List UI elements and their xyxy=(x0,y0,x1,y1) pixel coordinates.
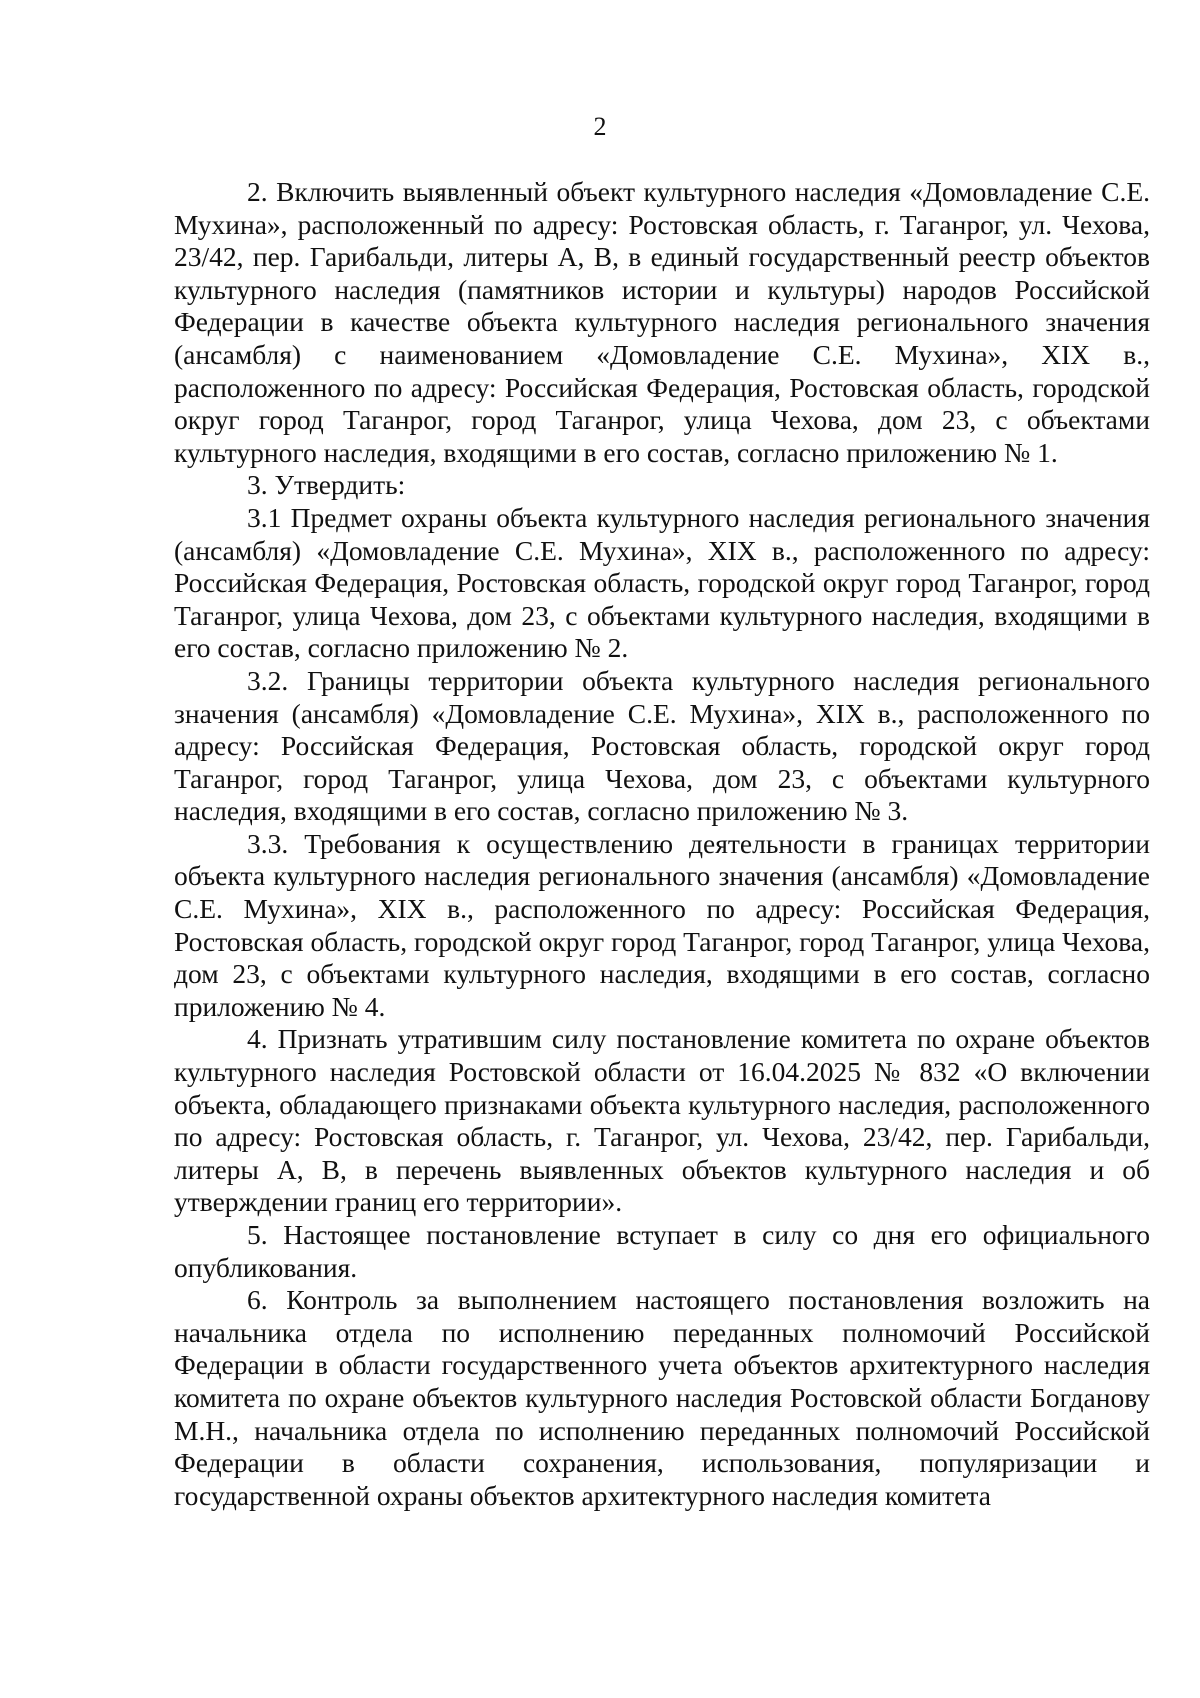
paragraph-item-5: 5. Настоящее постановление вступает в силу со дня его официального опубликования. xyxy=(174,1219,1150,1283)
paragraph-item-3-2: 3.2. Границы территории объекта культурного наследия регионального значения (ансамбля) «Домовладение С.Е. Мухина», XIX в., расположенного по адресу: Российская Федерация, Ростовская область, городской округ город Таганрог, город Таганрог, улица Чехова, дом 23, с объектами культурного наследия, входящими в его состав, согласно приложению № 3. xyxy=(174,664,1150,827)
page-number: 2 xyxy=(593,112,607,141)
paragraph-item-3: 3. Утвердить: xyxy=(247,469,406,501)
paragraph-item-6: 6. Контроль за выполнением настоящего постановления возложить на начальника отдела по исполнению переданных полномочий Российской Федерации в области государственного учета объектов архитектурного наследия комитета по охране объектов культурного наследия Ростовской области Богданову М.Н., начальника отдела по исполнению переданных полномочий Российской Федерации в области сохранения, использования, популяризации и государственной охраны объектов архитектурного наследия комитета xyxy=(174,1284,1150,1511)
paragraph-item-4: 4. Признать утратившим силу постановление комитета по охране объектов культурного наследия Ростовской области от 16.04.2025 № 832 «О включении объекта, обладающего признаками объекта культурного наследия, расположенного по адресу: Ростовская область, г. Таганрог, ул. Чехова, 23/42, пер. Гарибальди, литеры А, В, в перечень выявленных объектов культурного наследия и об утверждении границ его территории». xyxy=(174,1023,1150,1218)
paragraph-item-3-1: 3.1 Предмет охраны объекта культурного наследия регионального значения (ансамбля) «Домовладение С.Е. Мухина», XIX в., расположенного по адресу: Российская Федерация, Ростовская область, городской округ город Таганрог, город Таганрог, улица Чехова, дом 23, с объектами культурного наследия, входящими в его состав, согласно приложению № 2. xyxy=(174,501,1150,664)
paragraph-item-2: 2. Включить выявленный объект культурного наследия «Домовладение С.Е. Мухина», расположенный по адресу: Ростовская область, г. Таганрог, ул. Чехова, 23/42, пер. Гарибальди, литеры А, В, в единый государственный реестр объектов культурного наследия (памятников истории и культуры) народов Российской Федерации в качестве объекта культурного наследия регионального значения (ансамбля) с наименованием «Домовладение С.Е. Мухина», XIX в., расположенного по адресу: Российская Федерация, Ростовская область, городской округ город Таганрог, город Таганрог, улица Чехова, дом 23, с объектами культурного наследия, входящими в его состав, согласно приложению № 1. xyxy=(174,176,1150,468)
paragraph-item-3-3: 3.3. Требования к осуществлению деятельности в границах территории объекта культурного наследия регионального значения (ансамбля) «Домовладение С.Е. Мухина», XIX в., расположенного по адресу: Российская Федерация, Ростовская область, городской округ город Таганрог, город Таганрог, улица Чехова, дом 23, с объектами культурного наследия, входящими в его состав, согласно приложению № 4. xyxy=(174,827,1150,1022)
document-body xyxy=(174,176,1150,1512)
